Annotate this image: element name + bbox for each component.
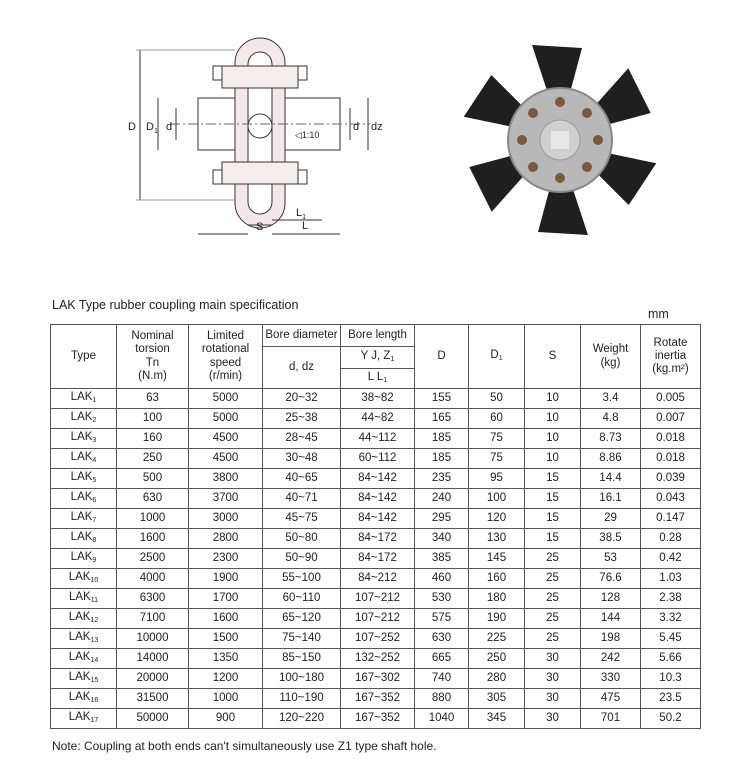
label-d-right: d	[353, 121, 360, 133]
cell-S: 15	[525, 489, 581, 509]
cell-speed: 1500	[189, 629, 263, 649]
table-row	[51, 549, 701, 569]
cell-D1: 190	[469, 609, 525, 629]
cell-bore-l: 60~112	[341, 449, 415, 469]
cell-tn: 14000	[117, 649, 189, 669]
cell-tn: 50000	[117, 709, 189, 729]
cell-speed: 5000	[189, 389, 263, 409]
table-row	[51, 389, 701, 409]
coupling-product-photo	[460, 40, 660, 240]
cell-D: 240	[415, 489, 469, 509]
cell-type: $LAK_{13}$	[51, 629, 117, 649]
label-L: L	[302, 220, 309, 232]
cell-S: 25	[525, 589, 581, 609]
cell-D1: 130	[469, 529, 525, 549]
cell-tn: 10000	[117, 629, 189, 649]
footnote: Note: Coupling at both ends can't simultaneously use Z1 type shaft hole.	[52, 739, 437, 753]
cell-bore-d: 60~110	[263, 589, 341, 609]
cell-inertia: 0.043	[641, 489, 701, 509]
label-S: S	[256, 221, 264, 233]
cell-D1: 100	[469, 489, 525, 509]
table-row	[51, 629, 701, 649]
label-dz: dz	[371, 121, 383, 133]
header-D: D	[415, 325, 469, 389]
cell-weight: 53	[581, 549, 641, 569]
cell-bore-l: 107~212	[341, 589, 415, 609]
cell-speed: 2300	[189, 549, 263, 569]
cell-D1: 75	[469, 449, 525, 469]
cell-speed: 1900	[189, 569, 263, 589]
cell-tn: 1000	[117, 509, 189, 529]
table-row	[51, 409, 701, 429]
cell-weight: 29	[581, 509, 641, 529]
cell-D: 295	[415, 509, 469, 529]
cell-D: 1040	[415, 709, 469, 729]
cell-type: $LAK_{15}$	[51, 669, 117, 689]
cell-D: 155	[415, 389, 469, 409]
cell-bore-l: 167~352	[341, 709, 415, 729]
cell-tn: 160	[117, 429, 189, 449]
cell-type: $LAK_4$	[51, 449, 117, 469]
cell-bore-d: 55~100	[263, 569, 341, 589]
cell-speed: 5000	[189, 409, 263, 429]
cell-weight: 38.5	[581, 529, 641, 549]
cell-S: 25	[525, 569, 581, 589]
cell-type: $LAK_8$	[51, 529, 117, 549]
cell-type: $LAK_3$	[51, 429, 117, 449]
cell-bore-d: 25~38	[263, 409, 341, 429]
unit-label: mm	[648, 307, 669, 321]
cell-type: $LAK_7$	[51, 509, 117, 529]
cell-tn: 20000	[117, 669, 189, 689]
header-inertia: Rotate inertia (kg.m²)	[641, 325, 701, 389]
cell-bore-d: 110~190	[263, 689, 341, 709]
cell-bore-l: 84~212	[341, 569, 415, 589]
cell-type: $LAK_{14}$	[51, 649, 117, 669]
cell-D1: 345	[469, 709, 525, 729]
cell-speed: 1350	[189, 649, 263, 669]
table-caption: LAK Type rubber coupling main specification	[52, 298, 299, 312]
cell-inertia: 0.005	[641, 389, 701, 409]
cell-speed: 1600	[189, 609, 263, 629]
cell-bore-d: 20~32	[263, 389, 341, 409]
cell-inertia: 50.2	[641, 709, 701, 729]
cell-D: 340	[415, 529, 469, 549]
table-row	[51, 609, 701, 629]
cell-weight: 144	[581, 609, 641, 629]
cell-bore-l: 44~112	[341, 429, 415, 449]
cell-tn: 100	[117, 409, 189, 429]
cell-inertia: 0.018	[641, 429, 701, 449]
cell-D: 385	[415, 549, 469, 569]
header-bore-length: Bore length	[341, 325, 415, 347]
cell-bore-l: 167~352	[341, 689, 415, 709]
cell-weight: 128	[581, 589, 641, 609]
cell-D: 460	[415, 569, 469, 589]
table-row	[51, 569, 701, 589]
cell-type: $LAK_2$	[51, 409, 117, 429]
header-weight: Weight (kg)	[581, 325, 641, 389]
cell-weight: 76.6	[581, 569, 641, 589]
table-row	[51, 469, 701, 489]
cell-D1: 50	[469, 389, 525, 409]
cell-S: 15	[525, 529, 581, 549]
table-row	[51, 449, 701, 469]
specification-table	[50, 324, 701, 729]
cell-inertia: 0.28	[641, 529, 701, 549]
cell-tn: 63	[117, 389, 189, 409]
table-row	[51, 529, 701, 549]
cell-bore-l: 84~142	[341, 469, 415, 489]
header-bore-diameter-sub: d, dz	[263, 347, 341, 389]
cell-bore-l: 44~82	[341, 409, 415, 429]
cell-D1: 250	[469, 649, 525, 669]
cell-bore-d: 120~220	[263, 709, 341, 729]
cell-S: 30	[525, 689, 581, 709]
cell-type: $LAK_5$	[51, 469, 117, 489]
cell-type: $LAK_{16}$	[51, 689, 117, 709]
cell-D1: 280	[469, 669, 525, 689]
cell-tn: 2500	[117, 549, 189, 569]
cell-bore-d: 40~65	[263, 469, 341, 489]
cell-inertia: 3.32	[641, 609, 701, 629]
cell-bore-d: 50~80	[263, 529, 341, 549]
cell-type: $LAK_{12}$	[51, 609, 117, 629]
cell-inertia: 5.66	[641, 649, 701, 669]
cell-bore-d: 85~150	[263, 649, 341, 669]
cell-S: 25	[525, 629, 581, 649]
cell-type: $LAK_{11}$	[51, 589, 117, 609]
cell-tn: 250	[117, 449, 189, 469]
cell-speed: 3800	[189, 469, 263, 489]
cell-D: 235	[415, 469, 469, 489]
cell-inertia: 5.45	[641, 629, 701, 649]
label-taper: ◁1:10	[295, 130, 320, 140]
cell-S: 30	[525, 669, 581, 689]
cell-D1: 180	[469, 589, 525, 609]
cell-D1: 120	[469, 509, 525, 529]
cell-bore-d: 100~180	[263, 669, 341, 689]
cell-speed: 1200	[189, 669, 263, 689]
cell-tn: 31500	[117, 689, 189, 709]
cell-S: 25	[525, 549, 581, 569]
label-L1: $L_1$	[296, 207, 307, 221]
cell-D: 740	[415, 669, 469, 689]
cell-type: $LAK_9$	[51, 549, 117, 569]
cell-S: 15	[525, 469, 581, 489]
table-row	[51, 489, 701, 509]
cell-weight: 701	[581, 709, 641, 729]
cell-S: 10	[525, 449, 581, 469]
cell-bore-d: 50~90	[263, 549, 341, 569]
label-d-left: d	[166, 121, 173, 133]
cell-inertia: 0.018	[641, 449, 701, 469]
table-row	[51, 669, 701, 689]
cell-D: 530	[415, 589, 469, 609]
coupling-technical-drawing	[110, 30, 410, 240]
cell-bore-l: 167~302	[341, 669, 415, 689]
cell-speed: 3000	[189, 509, 263, 529]
cell-bore-d: 45~75	[263, 509, 341, 529]
cell-D: 880	[415, 689, 469, 709]
table-row	[51, 689, 701, 709]
header-torsion: Nominal torsion Tn (N.m)	[117, 325, 189, 389]
cell-weight: 14.4	[581, 469, 641, 489]
cell-bore-l: 38~82	[341, 389, 415, 409]
cell-weight: 330	[581, 669, 641, 689]
cell-inertia: 2.38	[641, 589, 701, 609]
cell-speed: 3700	[189, 489, 263, 509]
cell-bore-d: 40~71	[263, 489, 341, 509]
cell-bore-d: 65~120	[263, 609, 341, 629]
cell-tn: 500	[117, 469, 189, 489]
cell-weight: 8.86	[581, 449, 641, 469]
cell-inertia: 0.42	[641, 549, 701, 569]
header-S: S	[525, 325, 581, 389]
table-row	[51, 429, 701, 449]
cell-D1: 160	[469, 569, 525, 589]
cell-weight: 3.4	[581, 389, 641, 409]
cell-speed: 4500	[189, 429, 263, 449]
cell-speed: 2800	[189, 529, 263, 549]
label-D: D	[128, 121, 136, 133]
cell-S: 15	[525, 509, 581, 529]
cell-D1: 60	[469, 409, 525, 429]
cell-speed: 1700	[189, 589, 263, 609]
cell-type: $LAK_6$	[51, 489, 117, 509]
cell-inertia: 23.5	[641, 689, 701, 709]
cell-bore-l: 132~252	[341, 649, 415, 669]
cell-speed: 900	[189, 709, 263, 729]
table-row	[51, 589, 701, 609]
table-row	[51, 709, 701, 729]
header-bore-length-sub2: L $L_1$	[341, 369, 415, 389]
cell-inertia: 0.039	[641, 469, 701, 489]
header-speed: Limited rotational speed (r/min)	[189, 325, 263, 389]
cell-bore-l: 84~172	[341, 549, 415, 569]
header-D1: $D_1$	[469, 325, 525, 389]
cell-D1: 95	[469, 469, 525, 489]
cell-tn: 1600	[117, 529, 189, 549]
cell-D1: 305	[469, 689, 525, 709]
header-bore-diameter: Bore diameter	[263, 325, 341, 347]
cell-D1: 75	[469, 429, 525, 449]
cell-bore-l: 84~142	[341, 489, 415, 509]
cell-bore-d: 28~45	[263, 429, 341, 449]
cell-tn: 630	[117, 489, 189, 509]
cell-inertia: 0.147	[641, 509, 701, 529]
cell-S: 10	[525, 429, 581, 449]
cell-S: 30	[525, 649, 581, 669]
cell-inertia: 0.007	[641, 409, 701, 429]
cell-D: 630	[415, 629, 469, 649]
cell-weight: 475	[581, 689, 641, 709]
table-row	[51, 649, 701, 669]
cell-D1: 145	[469, 549, 525, 569]
cell-tn: 4000	[117, 569, 189, 589]
cell-D: 665	[415, 649, 469, 669]
cell-S: 10	[525, 389, 581, 409]
cell-type: $LAK_{10}$	[51, 569, 117, 589]
cell-D1: 225	[469, 629, 525, 649]
cell-D: 185	[415, 449, 469, 469]
cell-speed: 1000	[189, 689, 263, 709]
cell-D: 165	[415, 409, 469, 429]
cell-S: 30	[525, 709, 581, 729]
table-row	[51, 509, 701, 529]
cell-bore-d: 30~48	[263, 449, 341, 469]
cell-weight: 4.8	[581, 409, 641, 429]
cell-bore-l: 84~172	[341, 529, 415, 549]
cell-bore-d: 75~140	[263, 629, 341, 649]
cell-tn: 6300	[117, 589, 189, 609]
label-D1: $D_1$	[146, 121, 158, 135]
cell-weight: 242	[581, 649, 641, 669]
cell-tn: 7100	[117, 609, 189, 629]
cell-bore-l: 107~252	[341, 629, 415, 649]
cell-S: 25	[525, 609, 581, 629]
cell-D: 185	[415, 429, 469, 449]
cell-D: 575	[415, 609, 469, 629]
cell-inertia: 1.03	[641, 569, 701, 589]
cell-inertia: 10.3	[641, 669, 701, 689]
cell-S: 10	[525, 409, 581, 429]
header-bore-length-sub1: Y J, $Z_1$	[341, 347, 415, 369]
cell-weight: 16.1	[581, 489, 641, 509]
cell-bore-l: 84~142	[341, 509, 415, 529]
cell-speed: 4500	[189, 449, 263, 469]
cell-weight: 198	[581, 629, 641, 649]
cell-weight: 8.73	[581, 429, 641, 449]
cell-type: $LAK_{17}$	[51, 709, 117, 729]
header-type: Type	[51, 325, 117, 389]
cell-type: $LAK_1$	[51, 389, 117, 409]
cell-bore-l: 107~212	[341, 609, 415, 629]
